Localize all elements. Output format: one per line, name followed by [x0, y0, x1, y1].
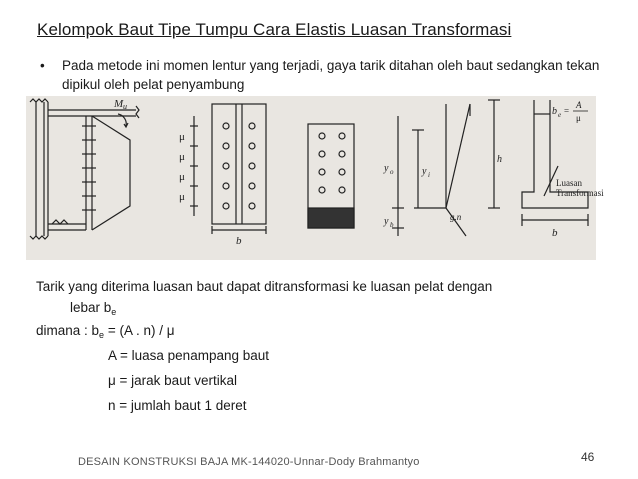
connection-diagram-svg — [26, 96, 604, 260]
yb-label: y — [384, 216, 389, 227]
bullet-point — [40, 56, 600, 94]
pitch-label-4: μ — [179, 191, 185, 203]
def-mu: μ = jarak baut vertikal — [108, 373, 237, 388]
bracket-elevation — [30, 99, 139, 239]
width-label-1: b — [236, 235, 242, 247]
yi-sub: i — [428, 171, 430, 179]
yb-sub: b — [390, 221, 394, 229]
connection-diagram — [26, 96, 604, 260]
bolt-grid-1 — [223, 123, 255, 209]
be-label: b — [552, 106, 557, 117]
slide-footer: DESAIN KONSTRUKSI BAJA MK-144020-Unnar-Dody Brahmantyo — [78, 456, 420, 468]
formula-prefix: dimana : b — [36, 323, 100, 338]
yo-label: y — [384, 163, 389, 174]
h-label: h — [497, 154, 502, 165]
moment-sub: u — [123, 102, 127, 111]
width-label-2: b — [552, 227, 558, 239]
formula-line — [36, 320, 175, 342]
formula-sub: e — [99, 330, 105, 340]
page-number: 46 — [581, 450, 595, 464]
slide-title: Kelompok Baut Tipe Tumpu Cara Elastis Luasan Transformasi — [37, 20, 512, 39]
neutral-axis-label: g.n — [450, 212, 462, 222]
body-line-2-text: lebar b — [70, 300, 112, 315]
be-equals: = — [564, 106, 570, 116]
def-A: A = luasa penampang baut — [108, 348, 270, 363]
bullet-text: Pada metode ini momen lentur yang terjadi, gaya tarik ditahan oleh baut sedangkan tekan dipikul oleh pelat penyambung — [62, 58, 600, 92]
body-line-1: Tarik yang diterima luasan baut dapat ditransformasi ke luasan pelat dengan — [36, 279, 493, 294]
bolt-layout-plate — [308, 124, 354, 228]
body-line-2-sub: e — [111, 307, 117, 317]
be-sub: e — [558, 111, 562, 119]
formula-suffix: = (A . n) / μ — [104, 323, 175, 338]
def-n: n = jumlah baut 1 deret — [108, 398, 247, 413]
yo-sub: o — [390, 168, 394, 176]
pitch-label-3: μ — [179, 171, 185, 183]
luasan-label-2: Transformasi — [556, 188, 604, 198]
pitch-label-1: μ — [179, 131, 185, 143]
bullet-symbol: • — [40, 58, 45, 73]
be-numerator: A — [576, 100, 582, 110]
yi-label: y — [422, 166, 427, 177]
moment-label: M — [114, 98, 124, 110]
transformed-section — [488, 100, 588, 226]
luasan-label-1: Luasan — [556, 178, 582, 188]
be-denominator: μ — [576, 113, 581, 123]
pitch-label-2: μ — [179, 151, 185, 163]
body-line-2 — [70, 297, 116, 319]
